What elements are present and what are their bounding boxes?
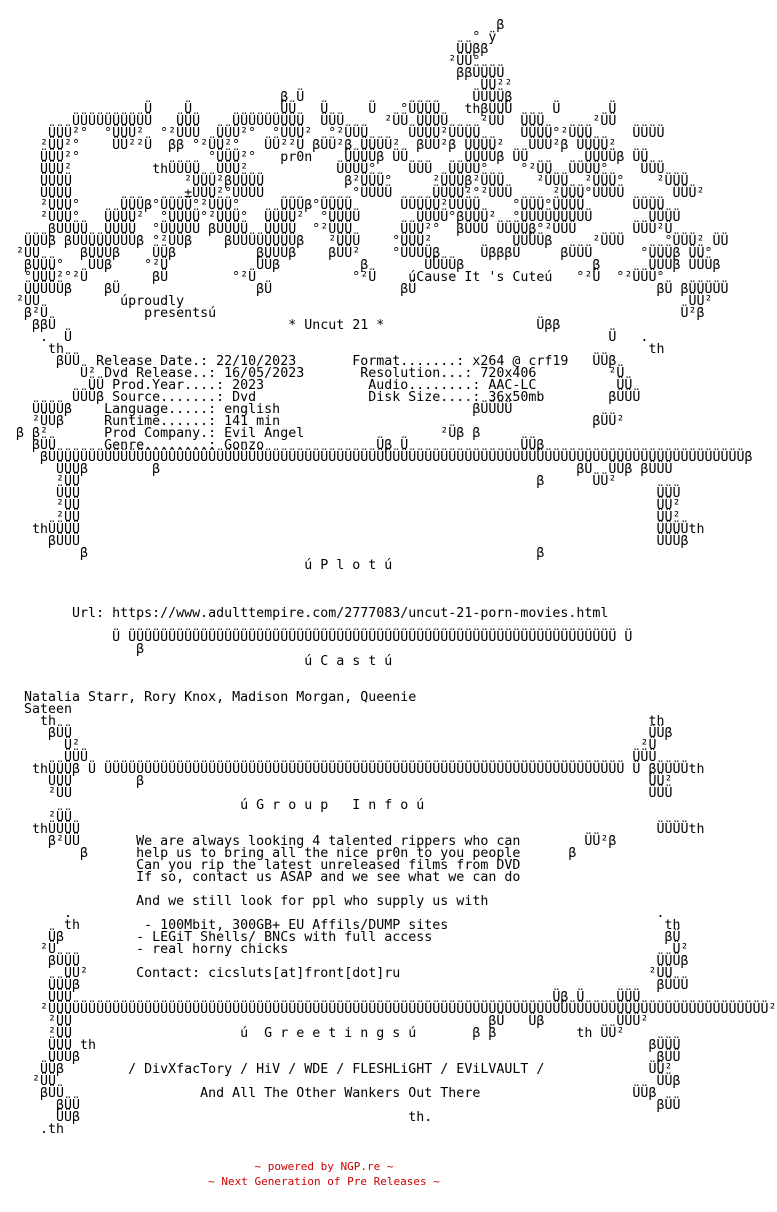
- group-info-text: ²ÜÜ thÜÜÜÜ ÜÜÜÜth β²ÜÜ We are always looking 4 talented rippers who can ÜÜ²β β help us to bring all the nice pr0n to you people β Can you rip the latest unreleased films from DVD If so, contact us ASAP and we see what we can do And we still look for ppl who supply us with . . th - 100Mbit, 300GB+ EU Affils/DUMP sites th Üβ - LEGiT Shells/ BNCs with full access βÜ ²Ü - real horny chicks Ü² βÜÜÜ ÜÜÜβ ÜÜ² Contact: cicsluts[at]front[dot]ru ²ÜÜ ÜÜÜβ βÜÜÜ ÜÜÜ Üβ Ü ÜÜÜ: [32, 810, 705, 1005]
- greetings-text: ÜÜÜ th βÜÜÜ ÜÜÜβ βÜÜ ÜÜβ / DivXfacTory / HiV / WDE / FLESHLiGHT / EViLVAULT / ÜÜ² ²ÜÜ ÜÜβ βÜÜ And All The Other Wankers Out There ÜÜβ βÜÜ βÜÜ ÜÜβ th. .th: [32, 1038, 681, 1137]
- nfo-text: [0, 20, 777, 1136]
- nfo-logo: β ° ÿ ÜÜββ ²ÜÜ° ββÜÜÜÜ ÜÜ²² β Ü ÜÜÜÜβ Ü Ü ÜÜ Ü Ü °ÜÜÜÜ thβÜÜÜ Ü Ü ÜÜÜÜÜÜÜÜÜÜ ÜÜÜ ÜÜÜÜÜÜÜÜÜ ÜÜÜ ²ÜÜ ÜÜÜÜ ²ÜÜ ÜÜÜ ²ÜÜ ÜÜÜ²° °ÜÜÜ² °²ÜÜÜ ÜÜÜ²° °ÜÜÜ² °²ÜÜÜ ÜÜÜÜ²ÜÜÜÜ ÜÜÜÜ°²ÜÜÜ ÜÜÜÜ ²ÜÜ²° ÜÜ²²Ü ββ °²ÜÜ²° ÜÜ²²Ü βÜÜ²β ÜÜÜÜ² βÜÜ²β ÜÜÜÜ² ÜÜÜ²β ÜÜÜÜ² ÜÜÜ²° °ÜÜÜ²° pr0n ÜÜÜÜβ ÜÜ ÜÜÜÜβ ÜÜ ÜÜÜÜβ ÜÜ ÜÜÜ² thÜÜÜÜ ÜÜÜ² ÜÜÜÜ° ÜÜÜ ÜÜÜÜ° °²ÜÜ ÜÜÜÜ° ÜÜÜ ÜÜÜÜ ²ÜÜÜ²βÜÜÜÜ β²ÜÜÜ° ²ÜÜÜβ²ÜÜÜ ²ÜÜÜ ²ÜÜÜ° ²ÜÜÜ ÜÜÜÜ ±ÜÜÜ²°ÜÜÜÜ °ÜÜÜÜ ÜÜÜÜ²°²ÜÜÜ ²ÜÜÜ°ÜÜÜÜ ÜÜÜ² ²ÜÜÜ° ÜÜÜβ°ÜÜÜÜ°²ÜÜÜ° ÜÜÜβ°ÜÜÜÜ ÜÜÜÜÜ²ÜÜÜÜ °ÜÜÜ°ÜÜÜÜ ÜÜÜÜ ²ÜÜÜ° ÜÜÜÜ² °ÜÜÜÜ°²ÜÜÜ° ÜÜÜÜ² °ÜÜÜÜ ÜÜÜÜ°βÜÜÜ² °ÜÜÜÜÜÜÜÜÜ ÜÜÜÜ βÜÜÜÜ ÜÜÜÜ °ÜÜÜÜÜ βÜÜÜÜ ÜÜÜÜ °²ÜÜÜ ÜÜÜ²° βÜÜÜ ÜÜÜÜβ°²ÜÜÜ ÜÜÜ²Ü ÜÜÜβ βÜÜÜÜÜÜÜÜβ °²ÜÜβ βÜÜÜÜÜÜÜÜβ ²ÜÜÜ °ÜÜÜ² ÜÜÜÜβ ²ÜÜÜ °ÜÜÜ² ÜÜ ²ÜÜ βÜÜÜβ ÜÜβ βÜÜÜβ βÜÜ² °ÜÜÜÜβ ÜβββÜ βÜÜÜ °ÜÜÜβ ÜÜ° βÜÜÜ° ÜÜβ °²Ü ÜÜβ β ÜÜÜÜβ β ÜÜÜβ ÜÜÜβ °ÜÜÜ²°²Ü βÜ °²Ü °²Ü úCause It 's Cuteú °²Ü °²ÜÜÜ° ÜÜÜÜÜβ βÜ βÜ βÜ βÜ βÜÜÜÜÜ ²ÜÜ úproudly ÜÜ² β²Ü presentsú Ü²β: [16, 18, 729, 321]
- divider-cast: th th βÜÜ ÜÜβ Ü² ²Ü ÜÜÜ ÜÜÜ thÜÜÜβ Ü ÜÜÜÜÜÜÜÜÜÜÜÜÜÜÜÜÜÜÜÜÜÜÜÜÜÜÜÜÜÜÜÜÜÜÜÜÜÜÜÜÜÜÜÜÜÜÜÜÜÜÜÜÜÜÜÜÜÜÜÜÜÜÜÜÜ Ü βÜÜÜÜth ÜÜÜ β ÜÜ² ²ÜÜ ÜÜÜ: [32, 714, 705, 801]
- release-title: ββÜ * Uncut 21 * Üββ . Ü Ü . th th: [32, 318, 665, 357]
- greetings-header: ²ÜÜ ú G r e e t i n g s ú β β th ÜÜ²: [0, 1026, 625, 1041]
- cast-list: Natalia Starr, Rory Knox, Madison Morgan, Queenie Sateen: [24, 690, 417, 717]
- footer-powered-by: ~ powered by NGP.re ~: [254, 1160, 394, 1173]
- divider-group: ²ÜÜÜÜÜÜÜÜÜÜÜÜÜÜÜÜÜÜÜÜÜÜÜÜÜÜÜÜÜÜÜÜÜÜÜÜÜÜÜÜÜÜÜÜÜÜÜÜÜÜÜÜÜÜÜÜÜÜÜÜÜÜÜÜÜÜÜÜÜÜÜÜÜÜÜÜÜÜÜÜÜÜÜÜÜÜÜÜÜÜ² ²ÜÜ βÜ Üβ ÜÜÜ²: [40, 1002, 777, 1029]
- group-info-header: ú G r o u p I n f o ú: [0, 798, 425, 813]
- footer-tagline: ~ Next Generation of Pre Releases ~: [208, 1175, 440, 1188]
- url-line: Url: https://www.adulttempire.com/2777083/uncut-21-porn-movies.html: [0, 606, 609, 621]
- divider-top: βÜÜÜÜÜÜÜÜÜÜÜÜÜÜÜÜÜÜÜÜÜÜÜÜÜÜÜÜÜÜÜÜÜÜÜÜÜÜÜÜÜÜÜÜÜÜÜÜÜÜÜÜÜÜÜÜÜÜÜÜÜÜÜÜÜÜÜÜÜÜÜÜÜÜÜÜÜÜÜÜÜÜÜÜÜÜÜβ ÜÜÜβ β βÜ ÜÜβ βÜÜÜ ²ÜÜ β ÜÜ² ÜÜÜ ÜÜÜ ²ÜÜ ÜÜ² ²ÜÜ ÜÜ² thÜÜÜÜ ÜÜÜÜth βÜÜÜ ÜÜÜβ β β: [32, 450, 753, 561]
- plot-header: ú P l o t ú: [0, 558, 393, 573]
- cast-header: ú C a s t ú: [0, 654, 393, 669]
- divider-plot: Ü ÜÜÜÜÜÜÜÜÜÜÜÜÜÜÜÜÜÜÜÜÜÜÜÜÜÜÜÜÜÜÜÜÜÜÜÜÜÜÜÜÜÜÜÜÜÜÜÜÜÜÜÜÜÜÜÜÜÜÜÜÜ Ü β: [112, 630, 633, 657]
- release-info-box: βÜÜ Release Date.: 22/10/2023 Format.......: x264 @ crf19 ÜÜβ Ü² Dvd Release..: 16/05/2023 Resolution...: 720x406 ²Ü ÜÜ Prod.Year....: 2023 Audio........: AAC-LC ÜÜ ÜÜÜβ Source.......: Dvd Disk Size....: 36x50mb βÜÜÜ ÜÜÜÜβ Language.....: english βÜÜÜÜ ²ÜÜβ Runtime......: 141 min βÜÜ² β β² Prod Company.: Evil Angel ²Üβ β βÜÜ Genre........: Gonzo Üβ Ü ÜÜβ: [16, 354, 641, 453]
